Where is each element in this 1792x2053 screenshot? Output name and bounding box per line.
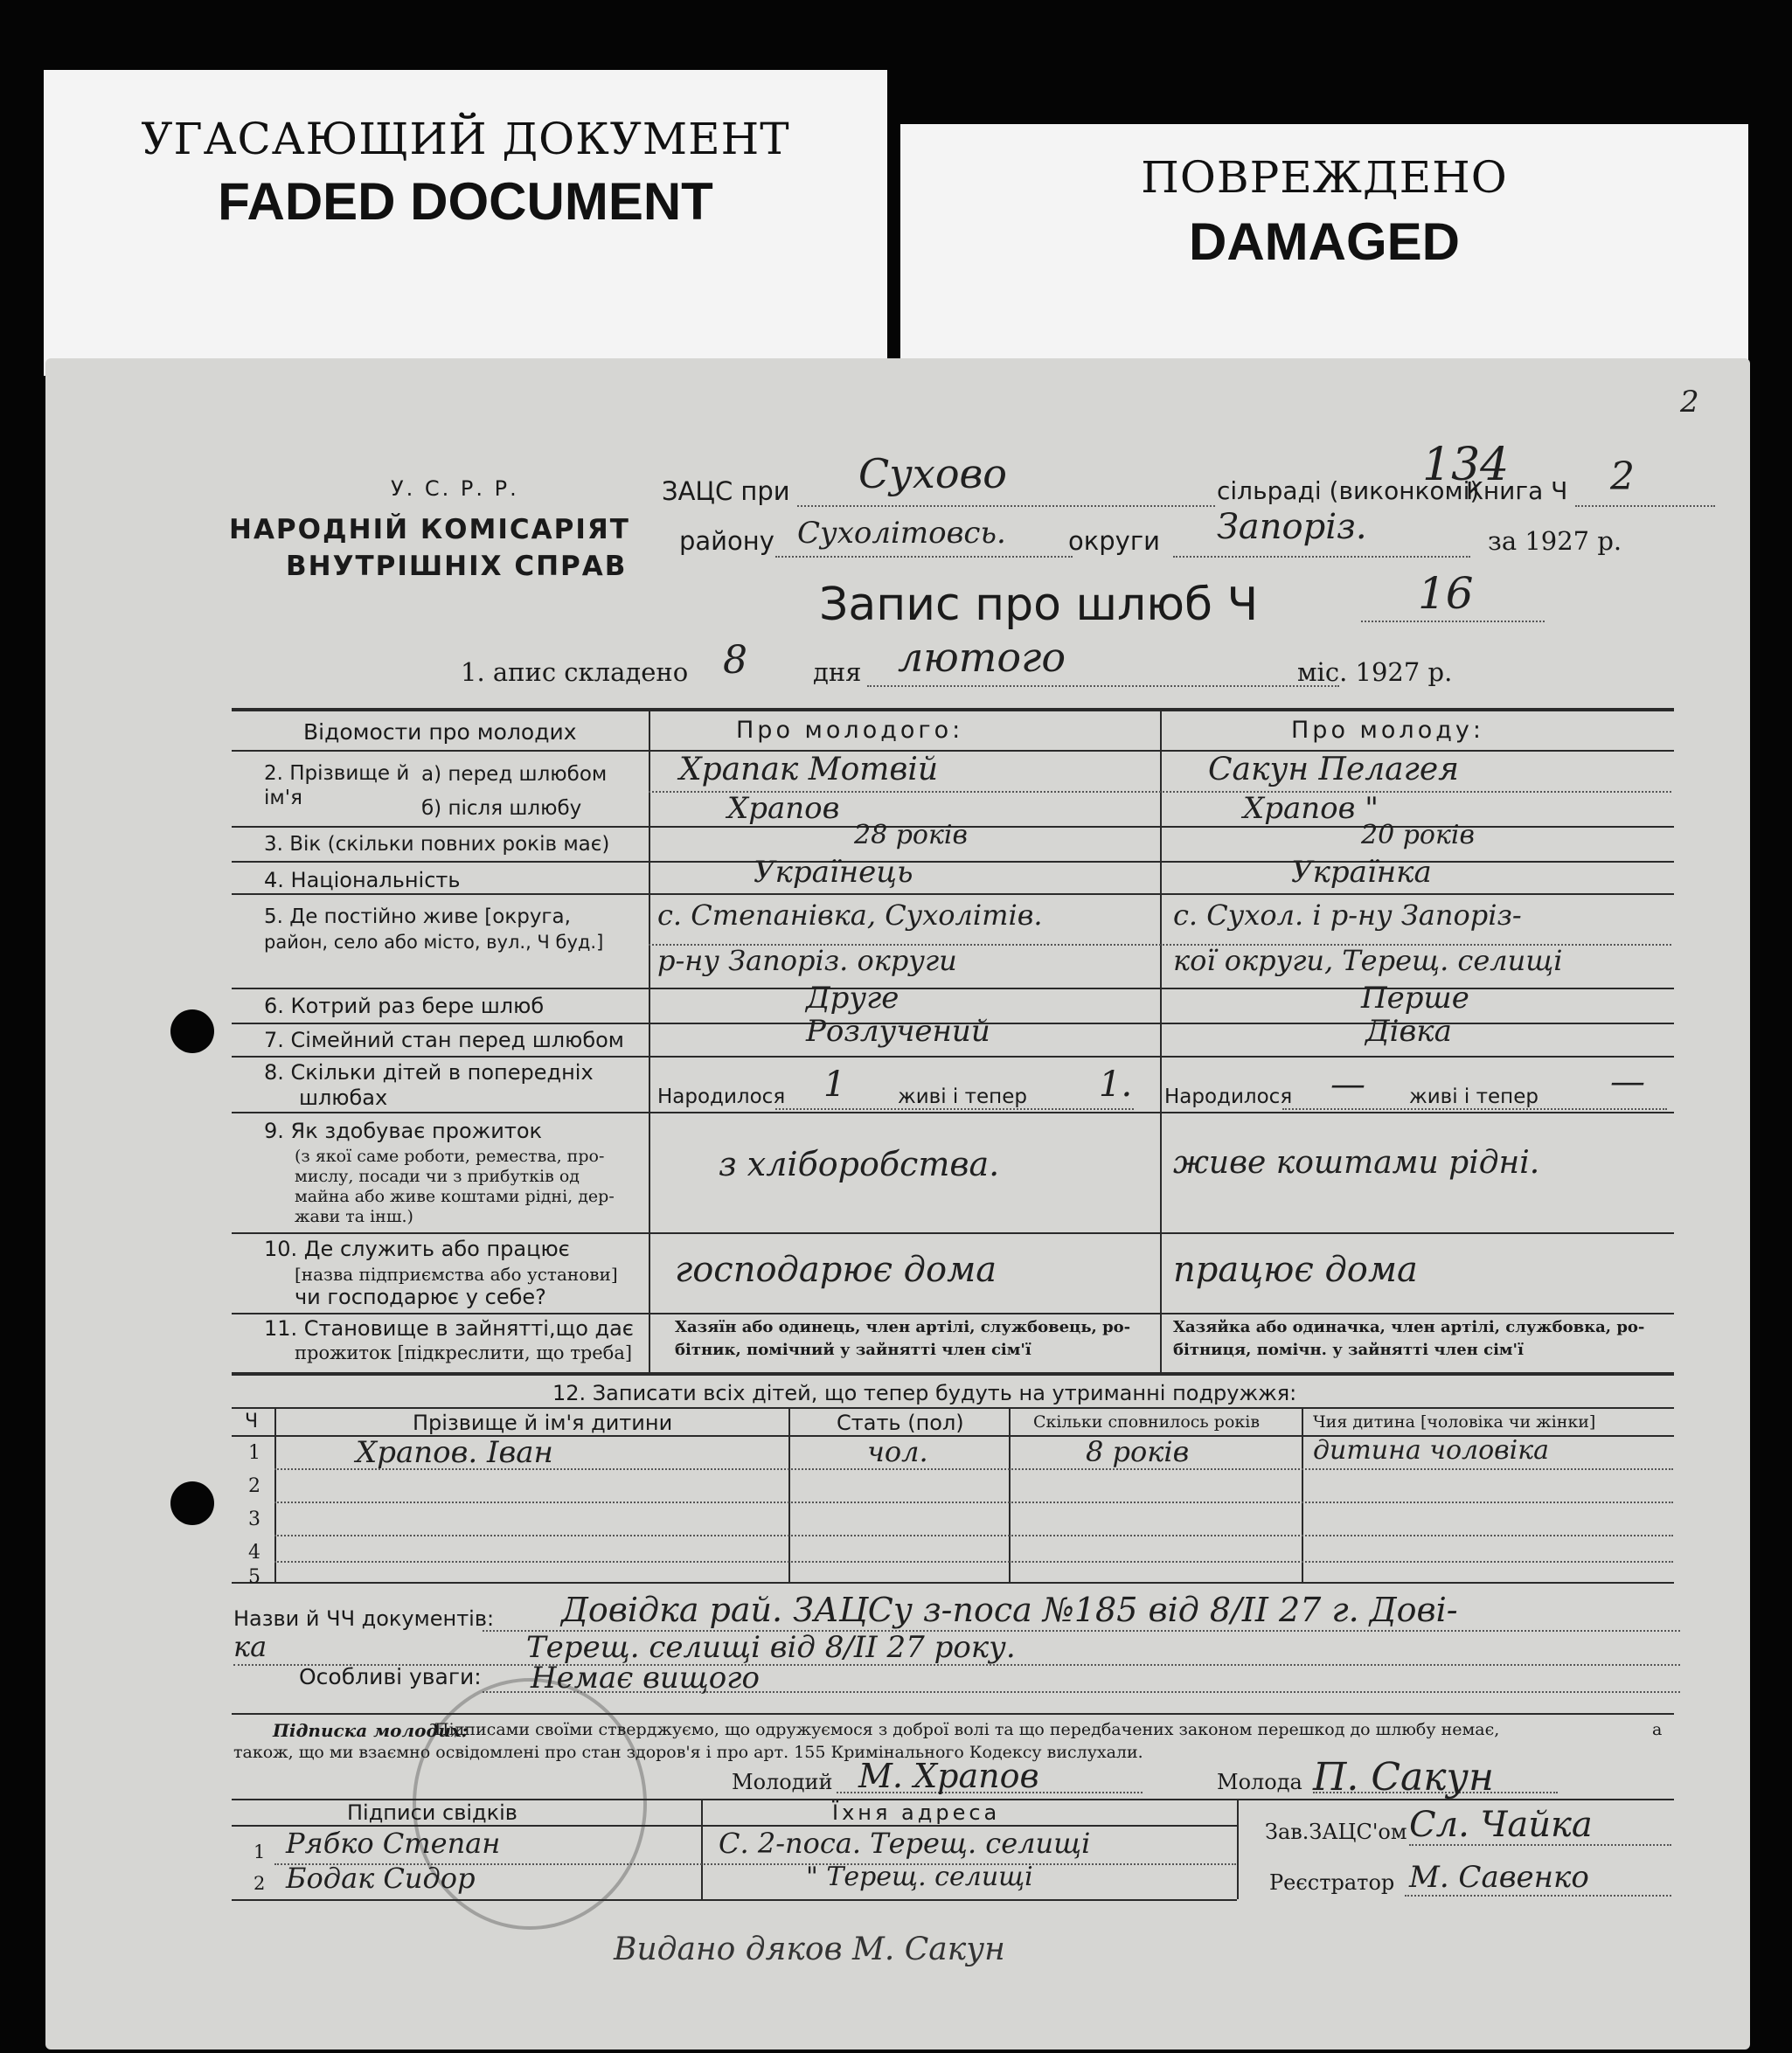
bride-alive-label: живі і тепер <box>1409 1085 1538 1108</box>
groom-residence1: с. Степанівка, Сухолітів. <box>657 898 1043 932</box>
groom-work: господарює дома <box>675 1250 997 1290</box>
record-month-label: міс. 1927 р. <box>1297 657 1453 687</box>
bride-position-options2: бітниця, помічн. у зайнятті член сім'ї <box>1173 1341 1524 1359</box>
bride-residence2: кої округи, Терещ. селищі <box>1173 944 1563 977</box>
okrug-value: Запоріз. <box>1217 507 1367 547</box>
book-value: 2 <box>1610 454 1635 499</box>
record-day: 8 <box>723 638 747 683</box>
registrar-label: Реєстратор <box>1269 1870 1395 1895</box>
banner-left-ru: УГАСАЮЩИЙ ДОКУМЕНТ <box>141 114 790 164</box>
row-position-label1: 11. Становище в зайнятті,що дає <box>264 1316 634 1341</box>
groom-income: з хліборобства. <box>719 1145 1000 1183</box>
record-date-label: 1. апис складено <box>461 657 689 687</box>
row-children-label2: шлюбах <box>299 1085 388 1110</box>
children-col-sex: Стать (пол) <box>837 1411 964 1435</box>
groom-alive-label: живі і тепер <box>898 1085 1027 1108</box>
row-name-before-label: а) перед шлюбом <box>421 763 608 786</box>
witness2-address: " Терещ. селищі <box>806 1862 1033 1892</box>
groom-marital-status: Розлучений <box>806 1014 990 1049</box>
declaration-text1-end: а <box>1652 1720 1663 1739</box>
child-row-number: 1 <box>248 1442 260 1464</box>
row-income-label3: мислу, посади чи з прибутків од <box>295 1167 580 1186</box>
record-number: 16 <box>1418 568 1474 619</box>
col-header-info: Відомости про молодих <box>303 719 577 745</box>
bride-age: 20 років <box>1361 820 1475 850</box>
commissariat-line2: ВНУТРІШНІХ СПРАВ <box>286 551 628 582</box>
child1-age: 8 років <box>1086 1435 1190 1468</box>
row-income-label4: майна або живе коштами рідні, дер- <box>295 1187 615 1206</box>
witness2-signature: Бодак Сидор <box>286 1862 476 1895</box>
record-month: лютого <box>898 634 1066 681</box>
documents-label: Назви й ЧЧ документів: <box>233 1606 495 1631</box>
groom-children-alive: 1. <box>1099 1065 1133 1105</box>
row-work-label3: чи господарює у себе? <box>295 1285 546 1309</box>
row-nationality-label: 4. Національність <box>264 868 461 892</box>
zags-value: Сухово <box>858 450 1007 497</box>
bride-name-before: Сакун Пелагея <box>1208 752 1459 787</box>
documents-line2: Терещ. селищі від 8/ІІ 27 року. <box>526 1630 1016 1665</box>
commissariat-line1: НАРОДНІЙ КОМІСАРІЯТ <box>229 514 630 545</box>
declaration-head: Підписка молодих: <box>273 1720 469 1741</box>
row-position-label2: прожиток [підкреслити, що треба] <box>295 1342 633 1363</box>
rayon-label: району <box>679 526 774 556</box>
row-marital-status-label: 7. Сімейний стан перед шлюбом <box>264 1028 624 1052</box>
row-residence-label2: район, село або місто, вул., Ч буд.] <box>264 932 604 953</box>
groom-residence2: р-ну Запоріз. округи <box>657 944 957 977</box>
groom-nationality: Українець <box>754 855 913 890</box>
child1-name: Храпов. Іван <box>356 1435 553 1470</box>
punch-hole-icon <box>170 1009 214 1053</box>
groom-sign-label: Молодий <box>732 1770 833 1794</box>
row-income-label2: (з якої саме роботи, ремества, про- <box>295 1147 605 1166</box>
col-header-groom: Про молодого: <box>736 717 964 744</box>
row-income-label1: 9. Як здобуває прожиток <box>264 1119 543 1143</box>
bride-nationality: Українка <box>1291 855 1432 890</box>
silradi-label: сільраді (виконкомі) <box>1217 476 1480 505</box>
child-row-number: 5 <box>248 1566 260 1588</box>
bride-sign-label: Молода <box>1217 1770 1302 1794</box>
banner-left-en: FADED DOCUMENT <box>218 172 713 231</box>
bride-children-alive: — <box>1610 1062 1645 1102</box>
rayon-value: Сухолітовсь. <box>797 516 1006 551</box>
child-row-number: 2 <box>248 1475 260 1497</box>
book-label: Книга Ч <box>1466 476 1568 505</box>
groom-name-after: Храпов <box>727 791 840 826</box>
zags-label: ЗАЦС при <box>662 476 790 506</box>
row-residence-label1: 5. Де постійно живе [округа, <box>264 905 571 928</box>
notes-label: Особливі уваги: <box>299 1664 482 1689</box>
ussr-label: У. С. Р. Р. <box>391 476 519 501</box>
documents-line1: Довідка рай. ЗАЦСу з-поса №185 від 8/ІІ 27 г. Дові- <box>561 1591 1458 1629</box>
page-number: 2 <box>1680 385 1699 420</box>
bride-work: працює дома <box>1173 1250 1418 1290</box>
witness-col-address: Їхня адреса <box>832 1800 1001 1825</box>
children-col-name: Прізвище й ім'я дитини <box>413 1411 673 1435</box>
row-name-label: 2. Прізвище й ім'я <box>264 762 410 809</box>
corner-mark: 134 <box>1422 439 1510 491</box>
bride-name-after: Храпов " <box>1243 791 1379 826</box>
notes-value: Немає вищого <box>531 1661 760 1696</box>
bottom-note: Видано дяков М. Сакун <box>614 1932 1005 1967</box>
row-marriage-count-label: 6. Котрий раз бере шлюб <box>264 994 545 1018</box>
bride-residence1: с. Сухол. і р-ну Запоріз- <box>1173 898 1522 932</box>
declaration-text1: Підписами своїми стверджуємо, що одружуємося з доброї волі та що передбачених законом перешкод до шлюбу немає, <box>434 1720 1500 1739</box>
groom-position-options1: Хазяїн або одинець, член артілі, службовець, ро- <box>675 1318 1131 1336</box>
registrar-signature: М. Савенко <box>1409 1860 1589 1895</box>
groom-born-label: Народилося <box>657 1085 786 1108</box>
damaged-banner <box>900 124 1748 378</box>
row-work-label2: [назва підприємства або установи] <box>295 1264 618 1285</box>
children-col-age: Скільки сповнилось років <box>1033 1412 1261 1432</box>
marriage-record-form <box>45 358 1750 2050</box>
witness-row-number: 1 <box>254 1841 266 1862</box>
groom-age: 28 років <box>854 820 968 850</box>
groom-signature: М. Храпов <box>858 1757 1039 1795</box>
banner-right-en: DAMAGED <box>1189 212 1460 271</box>
child-row-number: 4 <box>248 1542 260 1564</box>
groom-children-born: 1 <box>823 1065 846 1105</box>
okrug-label: округи <box>1068 526 1160 556</box>
bride-signature: П. Сакун <box>1313 1755 1495 1800</box>
row-name-after-label: б) після шлюбу <box>421 797 582 820</box>
year-label: за 1927 р. <box>1488 526 1622 556</box>
col-header-bride: Про молоду: <box>1291 717 1484 744</box>
groom-position-options2: бітник, помічний у зайнятті член сім'ї <box>675 1341 1031 1359</box>
faded-document-banner <box>44 70 887 376</box>
banner-right-ru: ПОВРЕЖДЕНО <box>1141 152 1508 203</box>
page-title: Запис про шлюб Ч <box>819 579 1259 631</box>
bride-marriage-count: Перше <box>1361 981 1469 1016</box>
bride-marital-status: Дівка <box>1365 1014 1452 1049</box>
record-day-label: дня <box>813 657 862 687</box>
children-col-whose: Чия дитина [чоловіка чи жінки] <box>1313 1412 1596 1432</box>
row-children-label1: 8. Скільки дітей в попередніх <box>264 1060 594 1085</box>
punch-hole-icon <box>170 1481 214 1525</box>
declaration-text2: також, що ми взаємно освідомлені про стан здоров'я і про арт. 155 Кримінального Кодексу вислухали. <box>233 1743 1143 1762</box>
witness-row-number: 2 <box>254 1873 266 1894</box>
witness-col-sign: Підписи свідків <box>347 1800 517 1825</box>
bride-income: живе коштами рідні. <box>1173 1145 1540 1181</box>
bride-born-label: Народилося <box>1164 1085 1293 1108</box>
head-signature: Сл. Чайка <box>1409 1805 1593 1845</box>
child1-sex: чол. <box>867 1435 928 1468</box>
groom-marriage-count: Друге <box>806 981 899 1016</box>
child-row-number: 3 <box>248 1509 260 1530</box>
row-age-label: 3. Вік (скільки повних років має) <box>264 833 610 856</box>
bride-children-born: — <box>1330 1065 1365 1105</box>
groom-name-before: Храпак Мотвій <box>679 752 939 787</box>
child1-whose: дитина чоловіка <box>1313 1435 1550 1466</box>
witness1-signature: Рябко Степан <box>286 1827 501 1860</box>
witness1-address: С. 2-поса. Терещ. селищі <box>719 1827 1091 1860</box>
children-section-title: 12. Записати всіх дітей, що тепер будуть на утриманні подружжя: <box>552 1381 1297 1405</box>
row-income-label5: жави та інш.) <box>295 1207 413 1226</box>
head-sign-label: Зав.ЗАЦС'ом <box>1265 1820 1407 1844</box>
documents-line2-start: ка <box>233 1630 267 1663</box>
children-col-number: Ч <box>245 1411 259 1432</box>
bride-position-options1: Хазяйка або одиначка, член артілі, службовка, ро- <box>1173 1318 1645 1336</box>
row-work-label1: 10. Де служить або працює <box>264 1237 570 1261</box>
